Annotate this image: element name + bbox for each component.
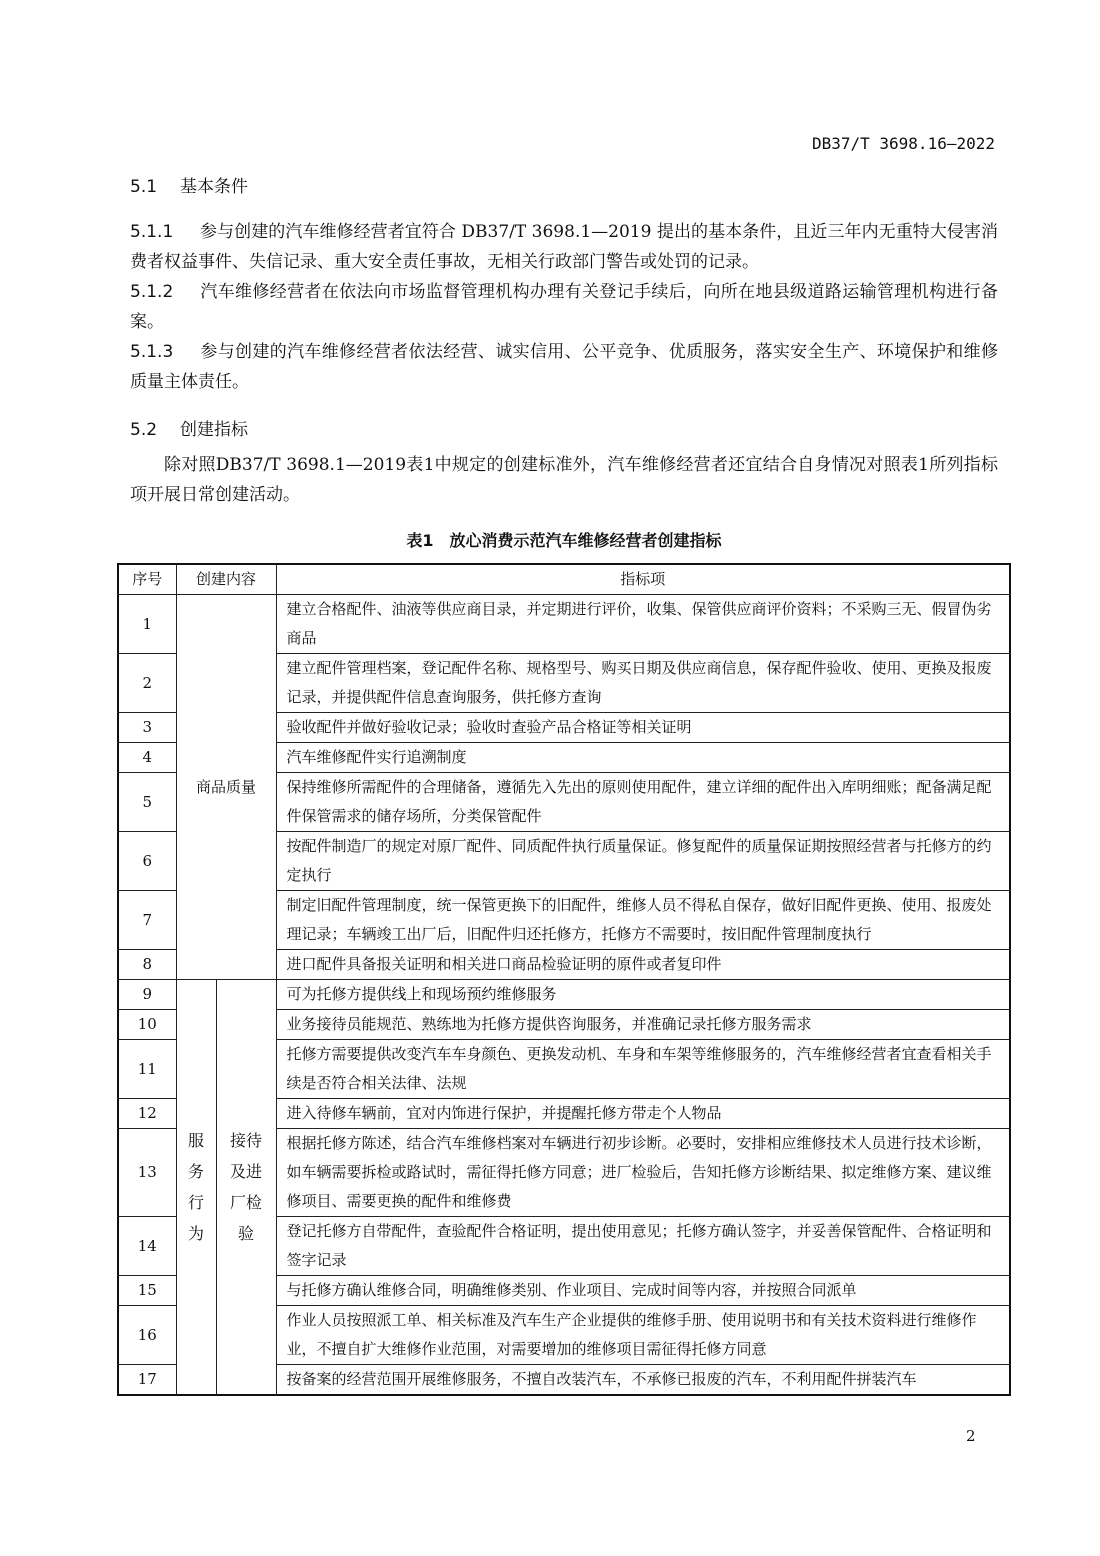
clause-5-1-2: 5.1.2 汽车维修经营者在依法向市场监督管理机构办理有关登记手续后，向所在地县级道路运输管理机构进行备案。: [130, 282, 998, 332]
indicator-table: [117, 563, 1011, 1396]
row-item-text: 建立配件管理档案，登记配件名称、规格型号、购买日期及供应商信息，保存配件验收、使用、更换及报废记录，并提供配件信息查询服务，供托修方查询: [276, 654, 1010, 713]
row-item-text: 登记托修方自带配件，查验配件合格证明，提出使用意见；托修方确认签字，并妥善保管配件、合格证明和签字记录: [276, 1217, 1010, 1276]
row-number: 15: [118, 1276, 176, 1306]
row-number: 10: [118, 1010, 176, 1040]
row-number: 8: [118, 950, 176, 980]
row-item-text: 制定旧配件管理制度，统一保管更换下的旧配件，维修人员不得私自保存，做好旧配件更换、使用、报废处理记录；车辆竣工出厂后，旧配件归还托修方，托修方不需要时，按旧配件管理制度执行: [276, 891, 1010, 950]
row-item-text: 进入待修车辆前，宜对内饰进行保护，并提醒托修方带走个人物品: [276, 1099, 1010, 1129]
row-item-text: 业务接待员能规范、熟练地为托修方提供咨询服务，并准确记录托修方服务需求: [276, 1010, 1010, 1040]
row-number: 2: [118, 654, 176, 713]
table-caption: 表1 放心消费示范汽车维修经营者创建指标: [406, 531, 722, 550]
row-number: 5: [118, 773, 176, 832]
header-no: 序号: [118, 564, 176, 595]
clause-5-1-3: 5.1.3 参与创建的汽车维修经营者依法经营、诚实信用、公平竞争、优质服务，落实安全生产、环境保护和维修质量主体责任。: [130, 342, 998, 392]
section-5-2-heading: 5.2 创建指标: [130, 420, 248, 440]
row-item-text: 根据托修方陈述，结合汽车维修档案对车辆进行初步诊断。必要时，安排相应维修技术人员进行技术诊断，如车辆需要拆检或路试时，需征得托修方同意；进厂检验后，告知托修方诊断结果、拟定维修方案、建议维修项目、需要更换的配件和维修费: [276, 1129, 1010, 1217]
standard-code: DB37/T 3698.16—2022: [811, 134, 995, 153]
row-item-text: 按备案的经营范围开展维修服务，不擅自改装汽车，不承修已报废的汽车，不利用配件拼装汽车: [276, 1365, 1010, 1396]
row-item-text: 托修方需要提供改变汽车车身颜色、更换发动机、车身和车架等维修服务的，汽车维修经营者宜查看相关手续是否符合相关法律、法规: [276, 1040, 1010, 1099]
row-number: 17: [118, 1365, 176, 1396]
row-number: 7: [118, 891, 176, 950]
row-item-text: 建立合格配件、油液等供应商目录，并定期进行评价，收集、保管供应商评价资料；不采购三无、假冒伪劣商品: [276, 595, 1010, 654]
row-item-text: 与托修方确认维修合同，明确维修类别、作业项目、完成时间等内容，并按照合同派单: [276, 1276, 1010, 1306]
section-5-2-paragraph: 除对照DB37/T 3698.1—2019表1中规定的创建标准外，汽车维修经营者还宜结合自身情况对照表1所列指标项开展日常创建活动。: [130, 455, 998, 505]
section-5-1-heading: 5.1 基本条件: [130, 177, 248, 197]
subgroup-reception-inspection: 接待及进厂检验: [216, 980, 276, 1396]
row-number: 14: [118, 1217, 176, 1276]
row-number: 13: [118, 1129, 176, 1217]
row-number: 12: [118, 1099, 176, 1129]
row-item-text: 可为托修方提供线上和现场预约维修服务: [276, 980, 1010, 1010]
row-item-text: 保持维修所需配件的合理储备，遵循先入先出的原则使用配件，建立详细的配件出入库明细账；配备满足配件保管需求的储存场所，分类保管配件: [276, 773, 1010, 832]
row-item-text: 验收配件并做好验收记录；验收时查验产品合格证等相关证明: [276, 713, 1010, 743]
row-number: 11: [118, 1040, 176, 1099]
clause-5-1-1: 5.1.1 参与创建的汽车维修经营者宜符合 DB37/T 3698.1—2019 提出的基本条件，且近三年内无重特大侵害消费者权益事件、失信记录、重大安全责任事故，无相关行政部门警告或处罚的记录。: [130, 222, 998, 272]
table-header-row: [118, 564, 1010, 595]
row-item-text: 按配件制造厂的规定对原厂配件、同质配件执行质量保证。修复配件的质量保证期按照经营者与托修方的约定执行: [276, 832, 1010, 891]
row-number: 3: [118, 713, 176, 743]
row-number: 9: [118, 980, 176, 1010]
row-item-text: 汽车维修配件实行追溯制度: [276, 743, 1010, 773]
row-number: 4: [118, 743, 176, 773]
table-row: [118, 595, 1010, 654]
page-number: 2: [966, 1427, 976, 1445]
table-row: [118, 980, 1010, 1010]
body-text: [130, 172, 998, 565]
row-item-text: 进口配件具备报关证明和相关进口商品检验证明的原件或者复印件: [276, 950, 1010, 980]
row-number: 1: [118, 595, 176, 654]
header-content: 创建内容: [176, 564, 276, 595]
group-service-behavior: 服务行为: [176, 980, 216, 1396]
group-goods-quality: 商品质量: [176, 595, 276, 980]
row-item-text: 作业人员按照派工单、相关标准及汽车生产企业提供的维修手册、使用说明书和有关技术资料进行维修作业，不擅自扩大维修作业范围，对需要增加的维修项目需征得托修方同意: [276, 1306, 1010, 1365]
row-number: 6: [118, 832, 176, 891]
row-number: 16: [118, 1306, 176, 1365]
header-item: 指标项: [276, 564, 1010, 595]
